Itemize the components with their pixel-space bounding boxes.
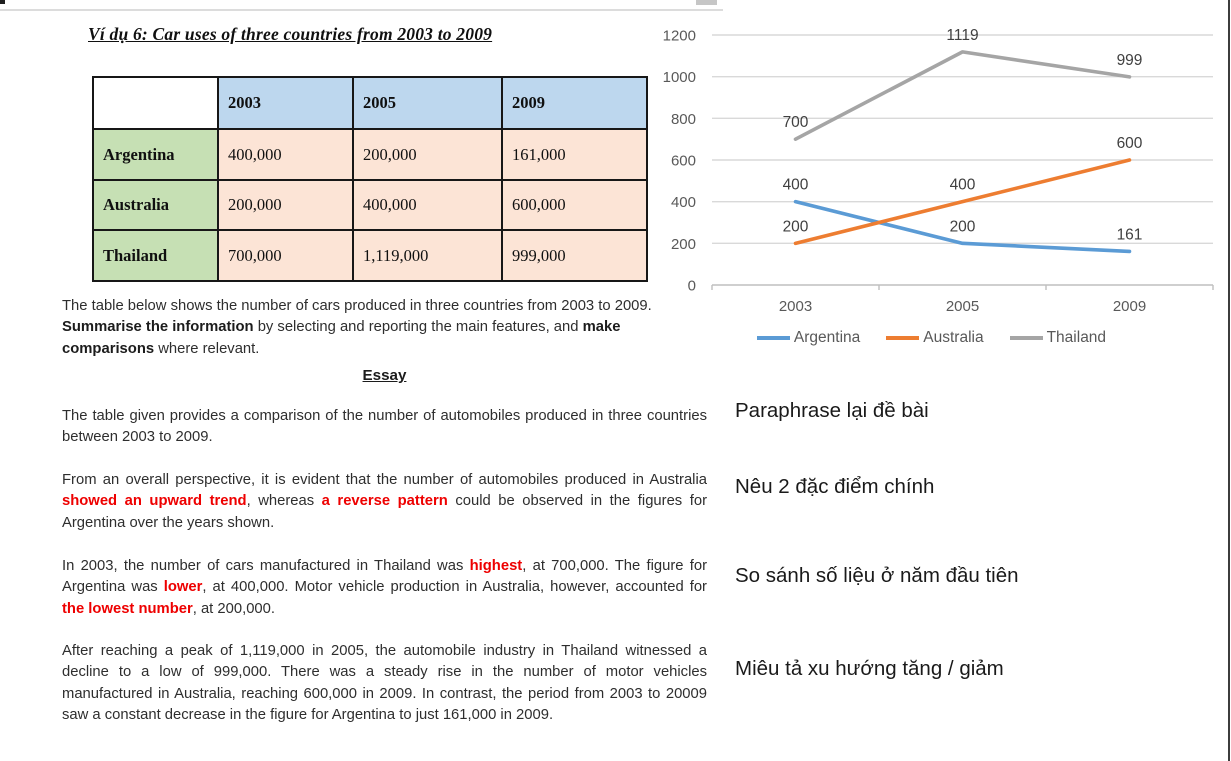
svg-text:600: 600 bbox=[1116, 135, 1143, 152]
table-cell: 400,000 bbox=[218, 129, 353, 180]
data-table bbox=[92, 76, 648, 282]
svg-text:2003: 2003 bbox=[778, 298, 813, 315]
top-divider-line bbox=[0, 9, 723, 11]
body-text: , at 200,000. bbox=[192, 600, 276, 617]
table-header-row bbox=[93, 77, 647, 129]
body-text: The table given provides a comparison of the number of automobiles produced in three countries between 2003 to 2009. bbox=[62, 408, 707, 446]
legend-swatch bbox=[757, 336, 790, 339]
svg-text:400: 400 bbox=[670, 194, 696, 212]
essay-heading: Essay bbox=[362, 367, 407, 384]
essay-paragraph-2 bbox=[62, 470, 707, 534]
svg-text:200: 200 bbox=[782, 218, 809, 236]
table-cell: 600,000 bbox=[502, 180, 647, 230]
axis-ticks bbox=[712, 285, 1213, 290]
essay-paragraph-4 bbox=[62, 641, 707, 727]
legend-item-argentina bbox=[757, 329, 860, 347]
table-cell: 999,000 bbox=[502, 230, 647, 281]
y-axis-labels bbox=[663, 28, 696, 295]
line-chart bbox=[650, 0, 1231, 322]
row-label: Thailand bbox=[93, 230, 218, 281]
highlighted-text: lower bbox=[163, 579, 203, 596]
svg-text:800: 800 bbox=[670, 110, 696, 128]
body-text: After reaching a peak of 1,119,000 in 2005, the automobile industry in Thailand witnessed a decline to a low of 999,000. There was a steady rise in the number of motor vehicles manufactured in Australia, reaching 600,000 in 2009. In contrast, the period from 2003 to 20009 saw a constant decrease in the figure for Argentina to just 161,000 in 2009. bbox=[62, 643, 707, 724]
row-label: Australia bbox=[93, 180, 218, 230]
legend-label: Thailand bbox=[1046, 329, 1107, 346]
svg-text:1000: 1000 bbox=[662, 69, 696, 87]
highlighted-text: highest bbox=[469, 558, 523, 574]
svg-text:2009: 2009 bbox=[1112, 298, 1147, 315]
svg-text:200: 200 bbox=[670, 235, 696, 253]
highlighted-text: the lowest number bbox=[62, 600, 193, 617]
legend-label: Australia bbox=[923, 329, 984, 346]
table-header-2009: 2009 bbox=[502, 77, 647, 129]
body-text: , at 700,000. The figure for Argentina was bbox=[62, 558, 707, 596]
body-text: could be observed in the figures for Argentina over the years shown. bbox=[62, 493, 708, 531]
svg-text:2005: 2005 bbox=[945, 298, 980, 315]
svg-text:700: 700 bbox=[782, 114, 809, 132]
table-header-2003: 2003 bbox=[218, 77, 353, 129]
essay-paragraph-1 bbox=[62, 406, 707, 449]
legend-swatch bbox=[1010, 336, 1043, 339]
svg-text:161: 161 bbox=[1116, 226, 1143, 244]
table-cell: 200,000 bbox=[218, 180, 353, 230]
annotation-trends: Miêu tả xu hướng tăng / giảm bbox=[735, 657, 1004, 680]
svg-text:1119: 1119 bbox=[946, 26, 979, 44]
legend-swatch bbox=[886, 336, 919, 339]
body-text: In 2003, the number of cars manufactured in Thailand was bbox=[62, 558, 470, 574]
annotation-first-year-comparison: So sánh số liệu ở năm đầu tiên bbox=[735, 564, 1019, 587]
task-prompt bbox=[62, 296, 707, 360]
body-text: , whereas bbox=[246, 493, 322, 510]
highlighted-text: a reverse pattern bbox=[321, 493, 448, 510]
highlighted-text: showed an upward trend bbox=[62, 493, 247, 510]
svg-text:600: 600 bbox=[670, 152, 696, 170]
essay-paragraph-3 bbox=[62, 556, 707, 620]
table-corner-cell bbox=[93, 77, 218, 129]
table-header-2005: 2005 bbox=[353, 77, 502, 129]
highlighted-text: make comparisons bbox=[62, 319, 621, 357]
annotation-main-features: Nêu 2 đặc điểm chính bbox=[735, 475, 935, 498]
table-cell: 200,000 bbox=[353, 129, 502, 180]
svg-text:1200: 1200 bbox=[662, 27, 696, 45]
screenshot-corner-artifact bbox=[0, 0, 5, 4]
series-line-thailand bbox=[796, 52, 1130, 139]
legend-label: Argentina bbox=[793, 329, 861, 346]
svg-text:200: 200 bbox=[949, 218, 976, 236]
legend-item-australia bbox=[886, 329, 983, 347]
body-text: The table below shows the number of cars produced in three countries from 2003 to 2009. bbox=[62, 298, 652, 314]
chart-legend bbox=[650, 329, 1213, 347]
legend-item-thailand bbox=[1010, 329, 1106, 347]
table-cell: 700,000 bbox=[218, 230, 353, 281]
table-row-argentina bbox=[93, 129, 647, 180]
x-axis-labels bbox=[779, 298, 1146, 315]
svg-text:400: 400 bbox=[782, 176, 809, 194]
document-title: Ví dụ 6: Car uses of three countries from 2003 to 2009 bbox=[88, 24, 493, 44]
highlighted-text: Summarise the information bbox=[62, 319, 254, 336]
annotation-paraphrase: Paraphrase lại đề bài bbox=[735, 399, 929, 422]
gridlines bbox=[712, 35, 1213, 285]
table-row-australia bbox=[93, 180, 647, 230]
body-text: where relevant. bbox=[154, 340, 260, 357]
svg-text:0: 0 bbox=[687, 277, 696, 295]
table-cell: 400,000 bbox=[353, 180, 502, 230]
body-text: , at 400,000. Motor vehicle production in Australia, however, accounted for bbox=[202, 579, 707, 596]
table-cell: 1,119,000 bbox=[353, 230, 502, 281]
table-row-thailand bbox=[93, 230, 647, 281]
body-text: by selecting and reporting the main features, and bbox=[253, 319, 583, 336]
table-cell: 161,000 bbox=[502, 129, 647, 180]
svg-text:400: 400 bbox=[949, 176, 976, 194]
body-text: From an overall perspective, it is evident that the number of automobiles produced in Australia bbox=[62, 472, 707, 488]
row-label: Argentina bbox=[93, 129, 218, 180]
svg-text:999: 999 bbox=[1116, 51, 1143, 69]
